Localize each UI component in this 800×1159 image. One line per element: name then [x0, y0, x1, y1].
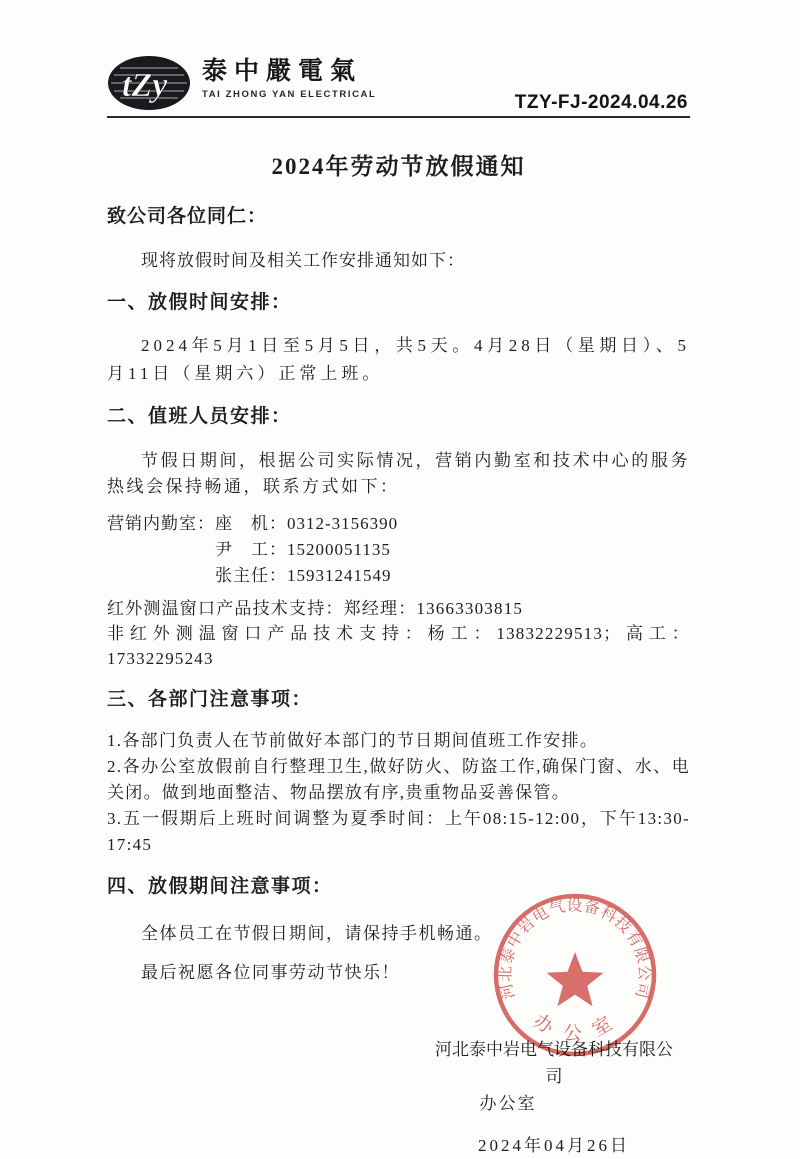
seal-bottom-text: 办 公 室 — [529, 1010, 621, 1045]
seal-ring-text: 河北泰中岩电气设备科技有限公司 — [497, 897, 653, 1001]
logo-monogram: tZy — [122, 67, 168, 104]
support-line: 红外测温窗口产品技术支持：郑经理：13663303815 — [107, 599, 524, 618]
contact-number: 15931241549 — [287, 566, 392, 585]
company-name-en: TAI ZHONG YAN ELECTRICAL — [202, 88, 377, 100]
company-name-cn: 泰中嚴電氣 — [202, 58, 363, 85]
keep-phone-paragraph: 全体员工在节假日期间，请保持手机畅通。 — [141, 924, 493, 943]
letterhead — [107, 0, 690, 118]
section-heading-2: 二、值班人员安排： — [107, 406, 292, 427]
duty-paragraph: 节假日期间，根据公司实际情况，营销内勤室和技术中心的服务热线会保持畅通，联系方式如下： — [107, 451, 690, 496]
signature-company: 河北泰中岩电气设备科技有限公司 — [435, 1040, 673, 1086]
wish-paragraph: 最后祝愿各位同事劳动节快乐！ — [141, 963, 400, 982]
document-number: TZY-FJ-2024.04.26 — [514, 92, 688, 113]
list-item: 3.五一假期后上班时间调整为夏季时间：上午08:15-12:00，下午13:30-17:45 — [107, 809, 690, 854]
support-line: 非红外测温窗口产品技术支持：杨工：13832229513；高工：17332295243 — [107, 624, 690, 668]
contact-label: 座 机： — [215, 514, 287, 533]
contact-line — [215, 511, 398, 537]
section-heading-1: 一、放假时间安排： — [107, 292, 292, 313]
contact-line — [215, 563, 398, 589]
signature-department: 办公室 — [479, 1094, 537, 1113]
logo-text — [202, 55, 376, 100]
holiday-schedule-paragraph: 2024年5月1日至5月5日，共5天。4月28日（星期日）、5月11日（星期六）正常上班。 — [107, 336, 690, 383]
contact-line — [215, 537, 398, 563]
office-label: 营销内勤室： — [107, 514, 215, 533]
salutation: 致公司各位同仁： — [107, 206, 268, 227]
signature-date: 2024年04月26日 — [478, 1136, 630, 1155]
company-logo-icon — [107, 55, 191, 116]
department-notice-list — [107, 728, 690, 858]
page-title: 2024年劳动节放假通知 — [271, 154, 526, 179]
signature-block — [430, 1036, 678, 1159]
list-item: 2.各办公室放假前自行整理卫生,做好防火、防盗工作,确保门窗、水、电关闭。做到地面整洁、物品摆放有序,贵重物品妥善保管。 — [107, 757, 690, 802]
contact-label: 尹 工： — [215, 540, 287, 559]
contact-label: 张主任： — [215, 566, 287, 585]
contact-column — [215, 511, 398, 589]
contact-number: 15200051135 — [287, 540, 391, 559]
section-heading-4: 四、放假期间注意事项： — [107, 876, 333, 897]
contact-block — [107, 511, 690, 589]
contact-number: 0312-3156390 — [287, 514, 399, 533]
intro-paragraph: 现将放假时间及相关工作安排通知如下： — [141, 251, 465, 270]
section-heading-3: 三、各部门注意事项： — [107, 689, 313, 710]
list-item: 1.各部门负责人在节前做好本部门的节日期间值班工作安排。 — [107, 731, 599, 750]
tech-support-block — [107, 596, 690, 671]
